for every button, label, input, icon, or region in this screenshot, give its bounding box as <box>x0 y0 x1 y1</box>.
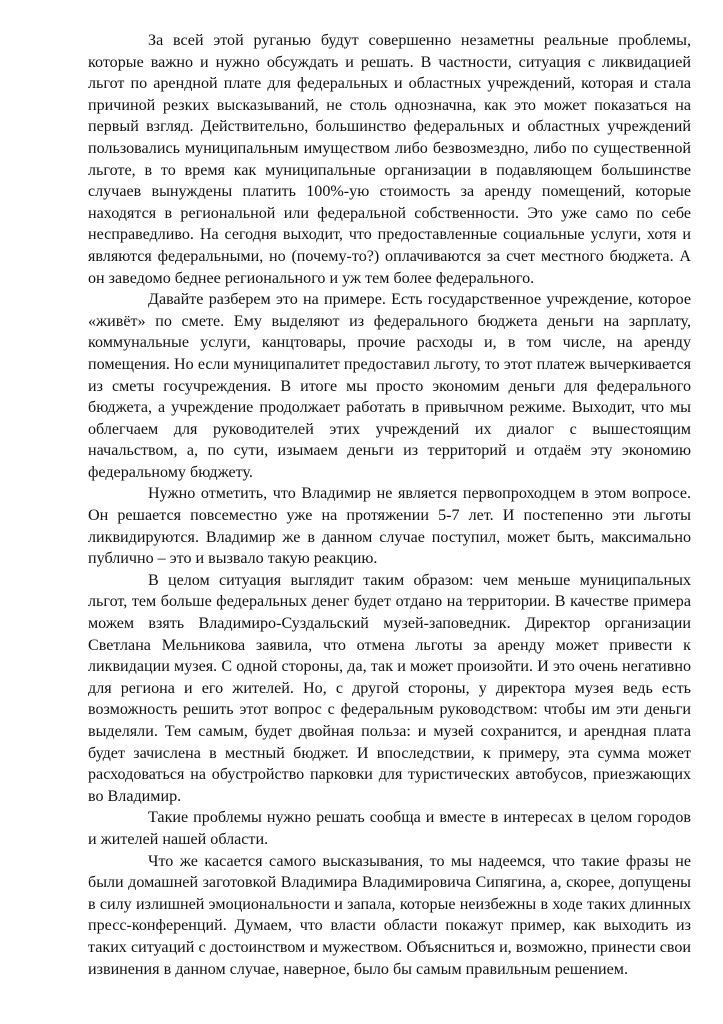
paragraph-4: В целом ситуация выглядит таким образом: чем меньше муниципальных льгот, тем больше федеральных денег будет отдано на территории. В качестве примера можем взять Владимиро-Суздальский музей-заповедник. Директор организации Светлана Мельникова заявила, что отмена льготы за аренду может привести к ликвидации музея. С одной стороны, да, так и может произойти. И это очень негативно для региона и его жителей. Но, с другой стороны, у директора музея ведь есть возможность решить этот вопрос с федеральным руководством: чтобы им эти деньги выделяли. Тем самым, будет двойная польза: и музей сохранится, и арендная плата будет зачислена в местный бюджет. И впоследствии, к примеру, эта сумма может расходоваться на обустройство парковки для туристических автобусов, приезжающих во Владимир. <box>88 571 691 805</box>
paragraph-5: Такие проблемы нужно решать сообща и вместе в интересах в целом городов и жителей нашей области. <box>88 809 691 848</box>
paragraph-3: Нужно отметить, что Владимир не является первопроходцем в этом вопросе. Он решается повсеместно уже на протяжении 5-7 лет. И постепенно эти льготы ликвидируются. Владимир же в данном случае поступил, может быть, максимально публично – это и вызвало такую реакцию. <box>88 485 691 568</box>
document-page <box>88 30 691 980</box>
paragraph-1: За всей этой руганью будут совершенно незаметны реальные проблемы, которые важно и нужно обсуждать и решать. В частности, ситуация с ликвидацией льгот по арендной плате для федеральных и областных учреждений, которая и стала причиной резких высказываний, не столь однозначна, как это может показаться на первый взгляд. Действительно, большинство федеральных и областных учреждений пользовались муниципальным имуществом либо безвозмездно, либо по существенной льготе, в то время как муниципальные организации в подавляющем большинстве случаев вынуждены платить 100%-ую стоимость за аренду помещений, которые находятся в региональной или федеральной собственности. Это уже само по себе несправедливо. На сегодня выходит, что предоставленные социальные услуги, хотя и являются федеральными, но (почему-то?) оплачиваются за счет местного бюджета. А он заведомо беднее регионального и уж тем более федерального. <box>88 32 691 287</box>
paragraph-2: Давайте разберем это на примере. Есть государственное учреждение, которое «живёт» по смете. Ему выделяют из федерального бюджета деньги на зарплату, коммунальные услуги, канцтовары, прочие расходы и, в том числе, на аренду помещения. Но если муниципалитет предоставил льготу, то этот платеж вычеркивается из сметы госучреждения. В итоге мы просто экономим деньги для федерального бюджета, а учреждение продолжает работать в привычном режиме. Выходит, что мы облегчаем для руководителей этих учреждений их диалог с вышестоящим начальством, а, по сути, изымаем деньги из территорий и отдаём эту экономию федеральному бюджету. <box>88 291 691 481</box>
paragraph-6: Что же касается самого высказывания, то мы надеемся, что такие фразы не были домашней заготовкой Владимира Владимировича Сипягина, а, скорее, допущены в силу излишней эмоциональности и запала, которые неизбежны в ходе таких длинных пресс-конференций. Думаем, что власти области покажут пример, как выходить из таких ситуаций с достоинством и мужеством. Объясниться и, возможно, принести свои извинения в данном случае, наверное, было бы самым правильным решением. <box>88 852 691 978</box>
